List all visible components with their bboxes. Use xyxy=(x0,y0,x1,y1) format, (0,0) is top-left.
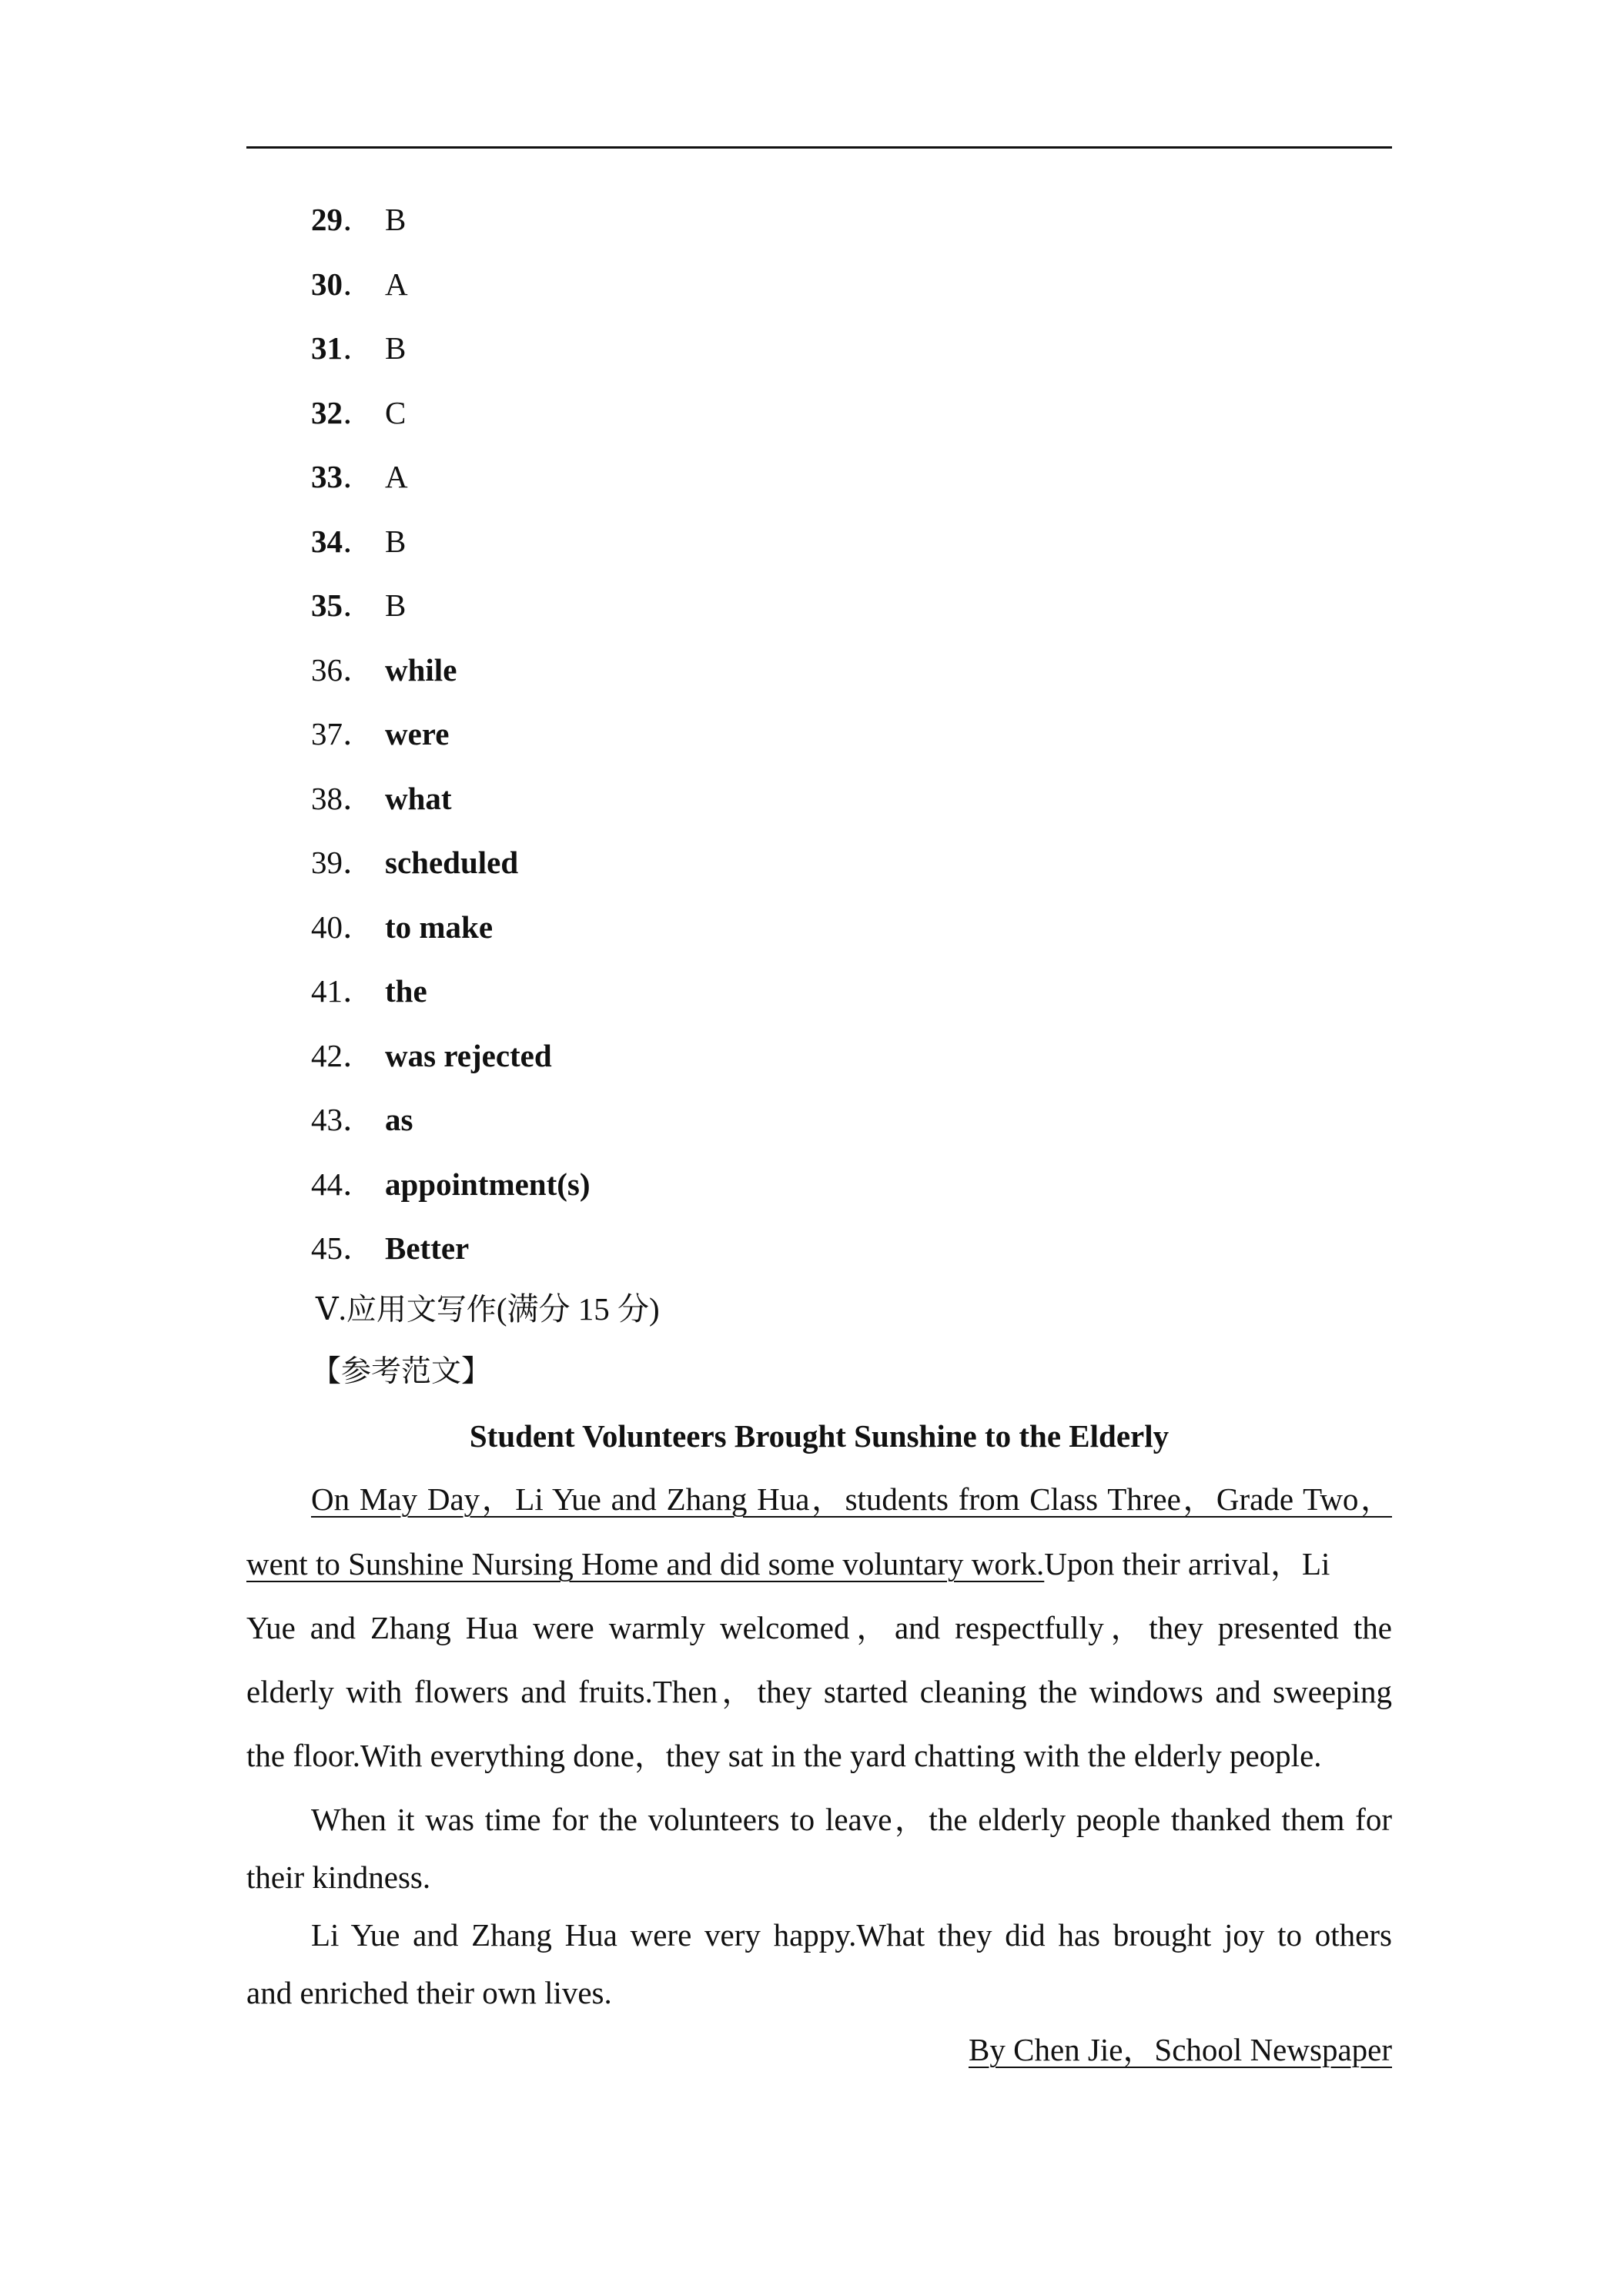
answer-number: 36 xyxy=(311,651,343,688)
answer-value: B xyxy=(385,202,407,237)
answer-number: 40 xyxy=(311,909,343,945)
answer-number: 45 xyxy=(311,1230,343,1266)
answer-value: A xyxy=(385,266,408,302)
section-numeral: Ⅴ. xyxy=(316,1291,346,1327)
answer-number: 32 xyxy=(311,394,343,430)
answer-separator: ． xyxy=(343,1166,374,1202)
essay-line-6: When it was time for the volunteers to leave，the elderly people thanked them for xyxy=(311,1802,1392,1837)
answer-item xyxy=(311,964,591,1029)
answer-value: Better xyxy=(385,1230,470,1266)
answer-value: to make xyxy=(385,909,494,945)
answer-value: were xyxy=(385,716,450,751)
answer-value: B xyxy=(385,330,407,366)
section-note: (满分 15 分) xyxy=(496,1291,660,1327)
answer-separator: ． xyxy=(343,909,374,945)
essay-line-8: Li Yue and Zhang Hua were very happy.What they did has brought joy to others xyxy=(311,1917,1392,1953)
answer-value: scheduled xyxy=(385,845,519,880)
answer-separator: ． xyxy=(343,330,374,366)
answer-number: 39 xyxy=(311,845,343,880)
answer-separator: ． xyxy=(343,202,374,237)
answer-separator: ． xyxy=(343,716,374,751)
answer-separator: ． xyxy=(343,651,374,688)
answer-item xyxy=(311,1221,591,1286)
header-rule xyxy=(246,146,1392,149)
answer-separator: ． xyxy=(343,845,374,880)
answer-item xyxy=(311,1029,591,1093)
answer-number: 33 xyxy=(311,459,343,494)
answer-item xyxy=(311,578,591,643)
answer-number: 35 xyxy=(311,587,343,623)
answer-item xyxy=(311,192,591,257)
answer-separator: ． xyxy=(343,587,374,623)
answer-separator: ． xyxy=(343,459,374,494)
answer-number: 34 xyxy=(311,523,343,559)
essay-byline xyxy=(969,2023,1392,2077)
answer-number: 44 xyxy=(311,1166,343,1202)
section-heading xyxy=(316,1282,660,1337)
answer-value: B xyxy=(385,587,407,623)
answer-number: 37 xyxy=(311,716,343,751)
essay-line-1 xyxy=(311,1472,1392,1526)
answer-number: 42 xyxy=(311,1037,343,1073)
answer-number: 41 xyxy=(311,973,343,1009)
answer-separator: ． xyxy=(343,1102,374,1137)
answer-number: 38 xyxy=(311,780,343,816)
answer-item xyxy=(311,707,591,771)
section-title: 应用文写作 xyxy=(346,1293,497,1327)
essay-title: Student Volunteers Brought Sunshine to the Elderly xyxy=(469,1418,1170,1454)
answer-item xyxy=(311,900,591,965)
answer-number: 30 xyxy=(311,266,343,302)
answer-number: 31 xyxy=(311,330,343,366)
essay-underlined-opening: On May Day，Li Yue and Zhang Hua，students from Class Three，Grade Two， xyxy=(311,1481,1392,1517)
answer-item xyxy=(311,1093,591,1157)
sample-essay-heading: 【参考范文】 xyxy=(311,1354,492,1389)
essay-line-7: their kindness. xyxy=(246,1859,431,1895)
answer-value: B xyxy=(385,523,407,559)
answer-item xyxy=(311,1157,591,1222)
answer-value: as xyxy=(385,1102,413,1137)
answer-separator: ． xyxy=(343,780,374,816)
answer-item xyxy=(311,771,591,836)
answer-item xyxy=(311,386,591,450)
answer-separator: ． xyxy=(343,523,374,559)
answer-separator: ． xyxy=(343,973,374,1009)
answer-item xyxy=(311,835,591,900)
answer-value: A xyxy=(385,459,408,494)
answer-value: while xyxy=(385,651,457,688)
answer-separator: ． xyxy=(343,394,374,430)
essay-line-3: Yue and Zhang Hua were warmly welcomed，and respectfully，they presented the xyxy=(246,1610,1392,1645)
answer-separator: ． xyxy=(343,1230,374,1266)
essay-line-9: and enriched their own lives. xyxy=(246,1975,612,2010)
answer-value: appointment(s) xyxy=(385,1166,591,1202)
answer-separator: ． xyxy=(343,266,374,302)
essay-line-4: elderly with flowers and fruits.Then，they started cleaning the windows and sweeping xyxy=(246,1674,1392,1709)
answer-number: 43 xyxy=(311,1102,343,1137)
answer-item xyxy=(311,450,591,514)
essay-underlined-opening-end: went to Sunshine Nursing Home and did some voluntary work. xyxy=(246,1546,1045,1581)
answer-item xyxy=(311,643,591,708)
byline-text: By Chen Jie，School Newspaper xyxy=(969,2032,1392,2067)
answer-item xyxy=(311,257,591,322)
essay-line-5: the floor.With everything done，they sat in the yard chatting with the elderly people. xyxy=(246,1738,1322,1773)
answer-value: what xyxy=(385,780,452,816)
answer-separator: ． xyxy=(343,1037,374,1073)
essay-line-2-rest: Upon their arrival，Li xyxy=(1044,1546,1330,1581)
answer-value: the xyxy=(385,973,427,1009)
answer-value: was rejected xyxy=(385,1037,552,1073)
answer-value: C xyxy=(385,394,407,430)
answer-item xyxy=(311,321,591,386)
answer-number: 29 xyxy=(311,202,343,237)
answer-list xyxy=(311,192,591,1286)
answer-item xyxy=(311,514,591,579)
essay-line-2 xyxy=(246,1537,1392,1591)
